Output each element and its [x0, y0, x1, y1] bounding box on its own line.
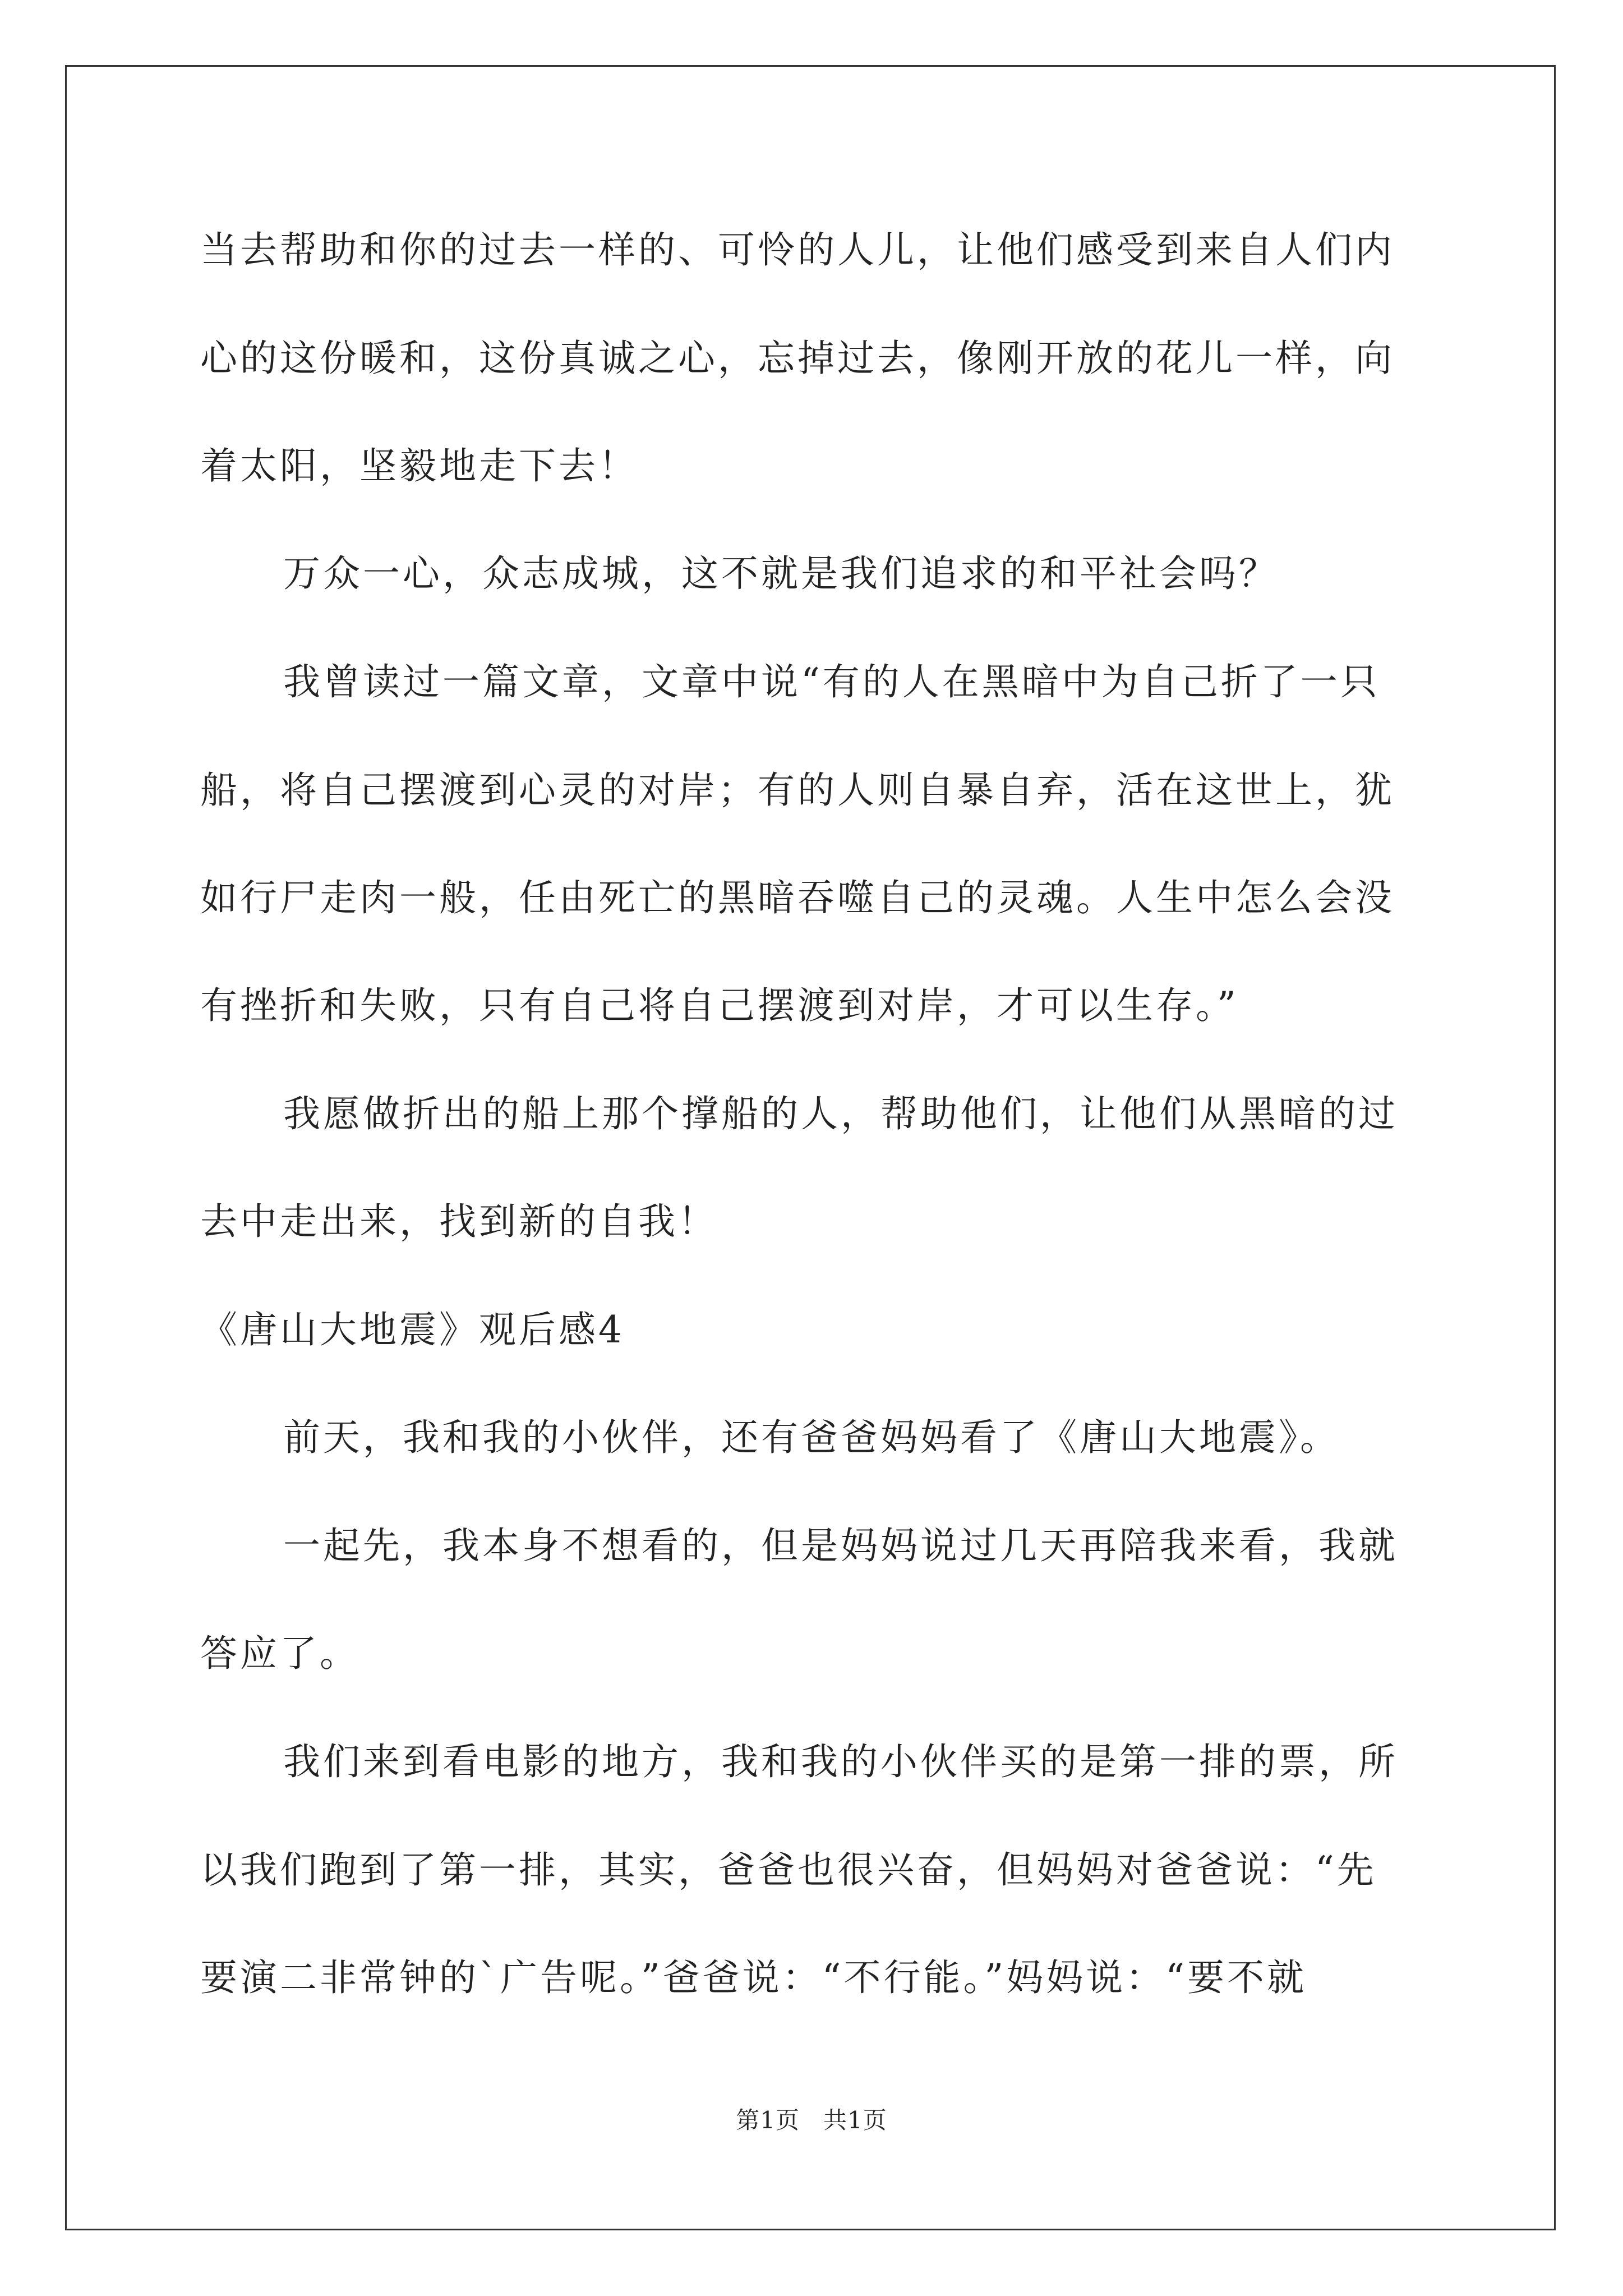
page-number: 第1页	[736, 2106, 800, 2134]
paragraph-line: 我愿做折出的船上那个撑船的人，帮助他们，让他们从黑暗的过	[283, 1092, 1398, 1135]
body-line: 船，将自己摆渡到心灵的对岸；有的人则自暴自弃，活在这世上，犹	[200, 769, 1395, 812]
body-line: 如行尸走肉一般，任由死亡的黑暗吞噬自己的灵魂。人生中怎么会没	[200, 876, 1395, 919]
page-total: 共1页	[823, 2106, 887, 2134]
body-line: 要演二非常钟的`广告呢。”爸爸说：“不行能。”妈妈说：“要不就	[200, 1956, 1307, 1999]
paragraph-line: 一起先，我本身不想看的，但是妈妈说过几天再陪我来看，我就	[283, 1524, 1398, 1567]
body-line: 着太阳，坚毅地走下去！	[200, 444, 638, 487]
section-heading: 《唐山大地震》观后感4	[200, 1308, 625, 1351]
body-line: 当去帮助和你的过去一样的、可怜的人儿，让他们感受到来自人们内	[200, 228, 1395, 272]
paragraph-line: 前天，我和我的小伙伴，还有爸爸妈妈看了《唐山大地震》。	[283, 1416, 1340, 1459]
page-footer	[0, 2106, 1623, 2134]
body-line: 答应了。	[200, 1632, 359, 1675]
body-line: 心的这份暖和，这份真诚之心，忘掉过去，像刚开放的花儿一样，向	[200, 337, 1395, 380]
paragraph-line: 我们来到看电影的地方，我和我的小伙伴买的是第一排的票，所	[283, 1740, 1398, 1783]
body-line: 去中走出来，找到新的自我！	[200, 1200, 718, 1243]
body-line: 有挫折和失败，只有自己将自己摆渡到对岸，才可以生存。”	[200, 984, 1239, 1027]
page-frame	[65, 65, 1556, 2230]
body-line: 以我们跑到了第一排，其实，爸爸也很兴奋，但妈妈对爸爸说：“先	[200, 1848, 1377, 1892]
paragraph-line: 我曾读过一篇文章，文章中说“有的人在黑暗中为自己折了一只	[283, 660, 1380, 703]
paragraph-line: 万众一心，众志成城，这不就是我们追求的和平社会吗？	[283, 552, 1279, 595]
